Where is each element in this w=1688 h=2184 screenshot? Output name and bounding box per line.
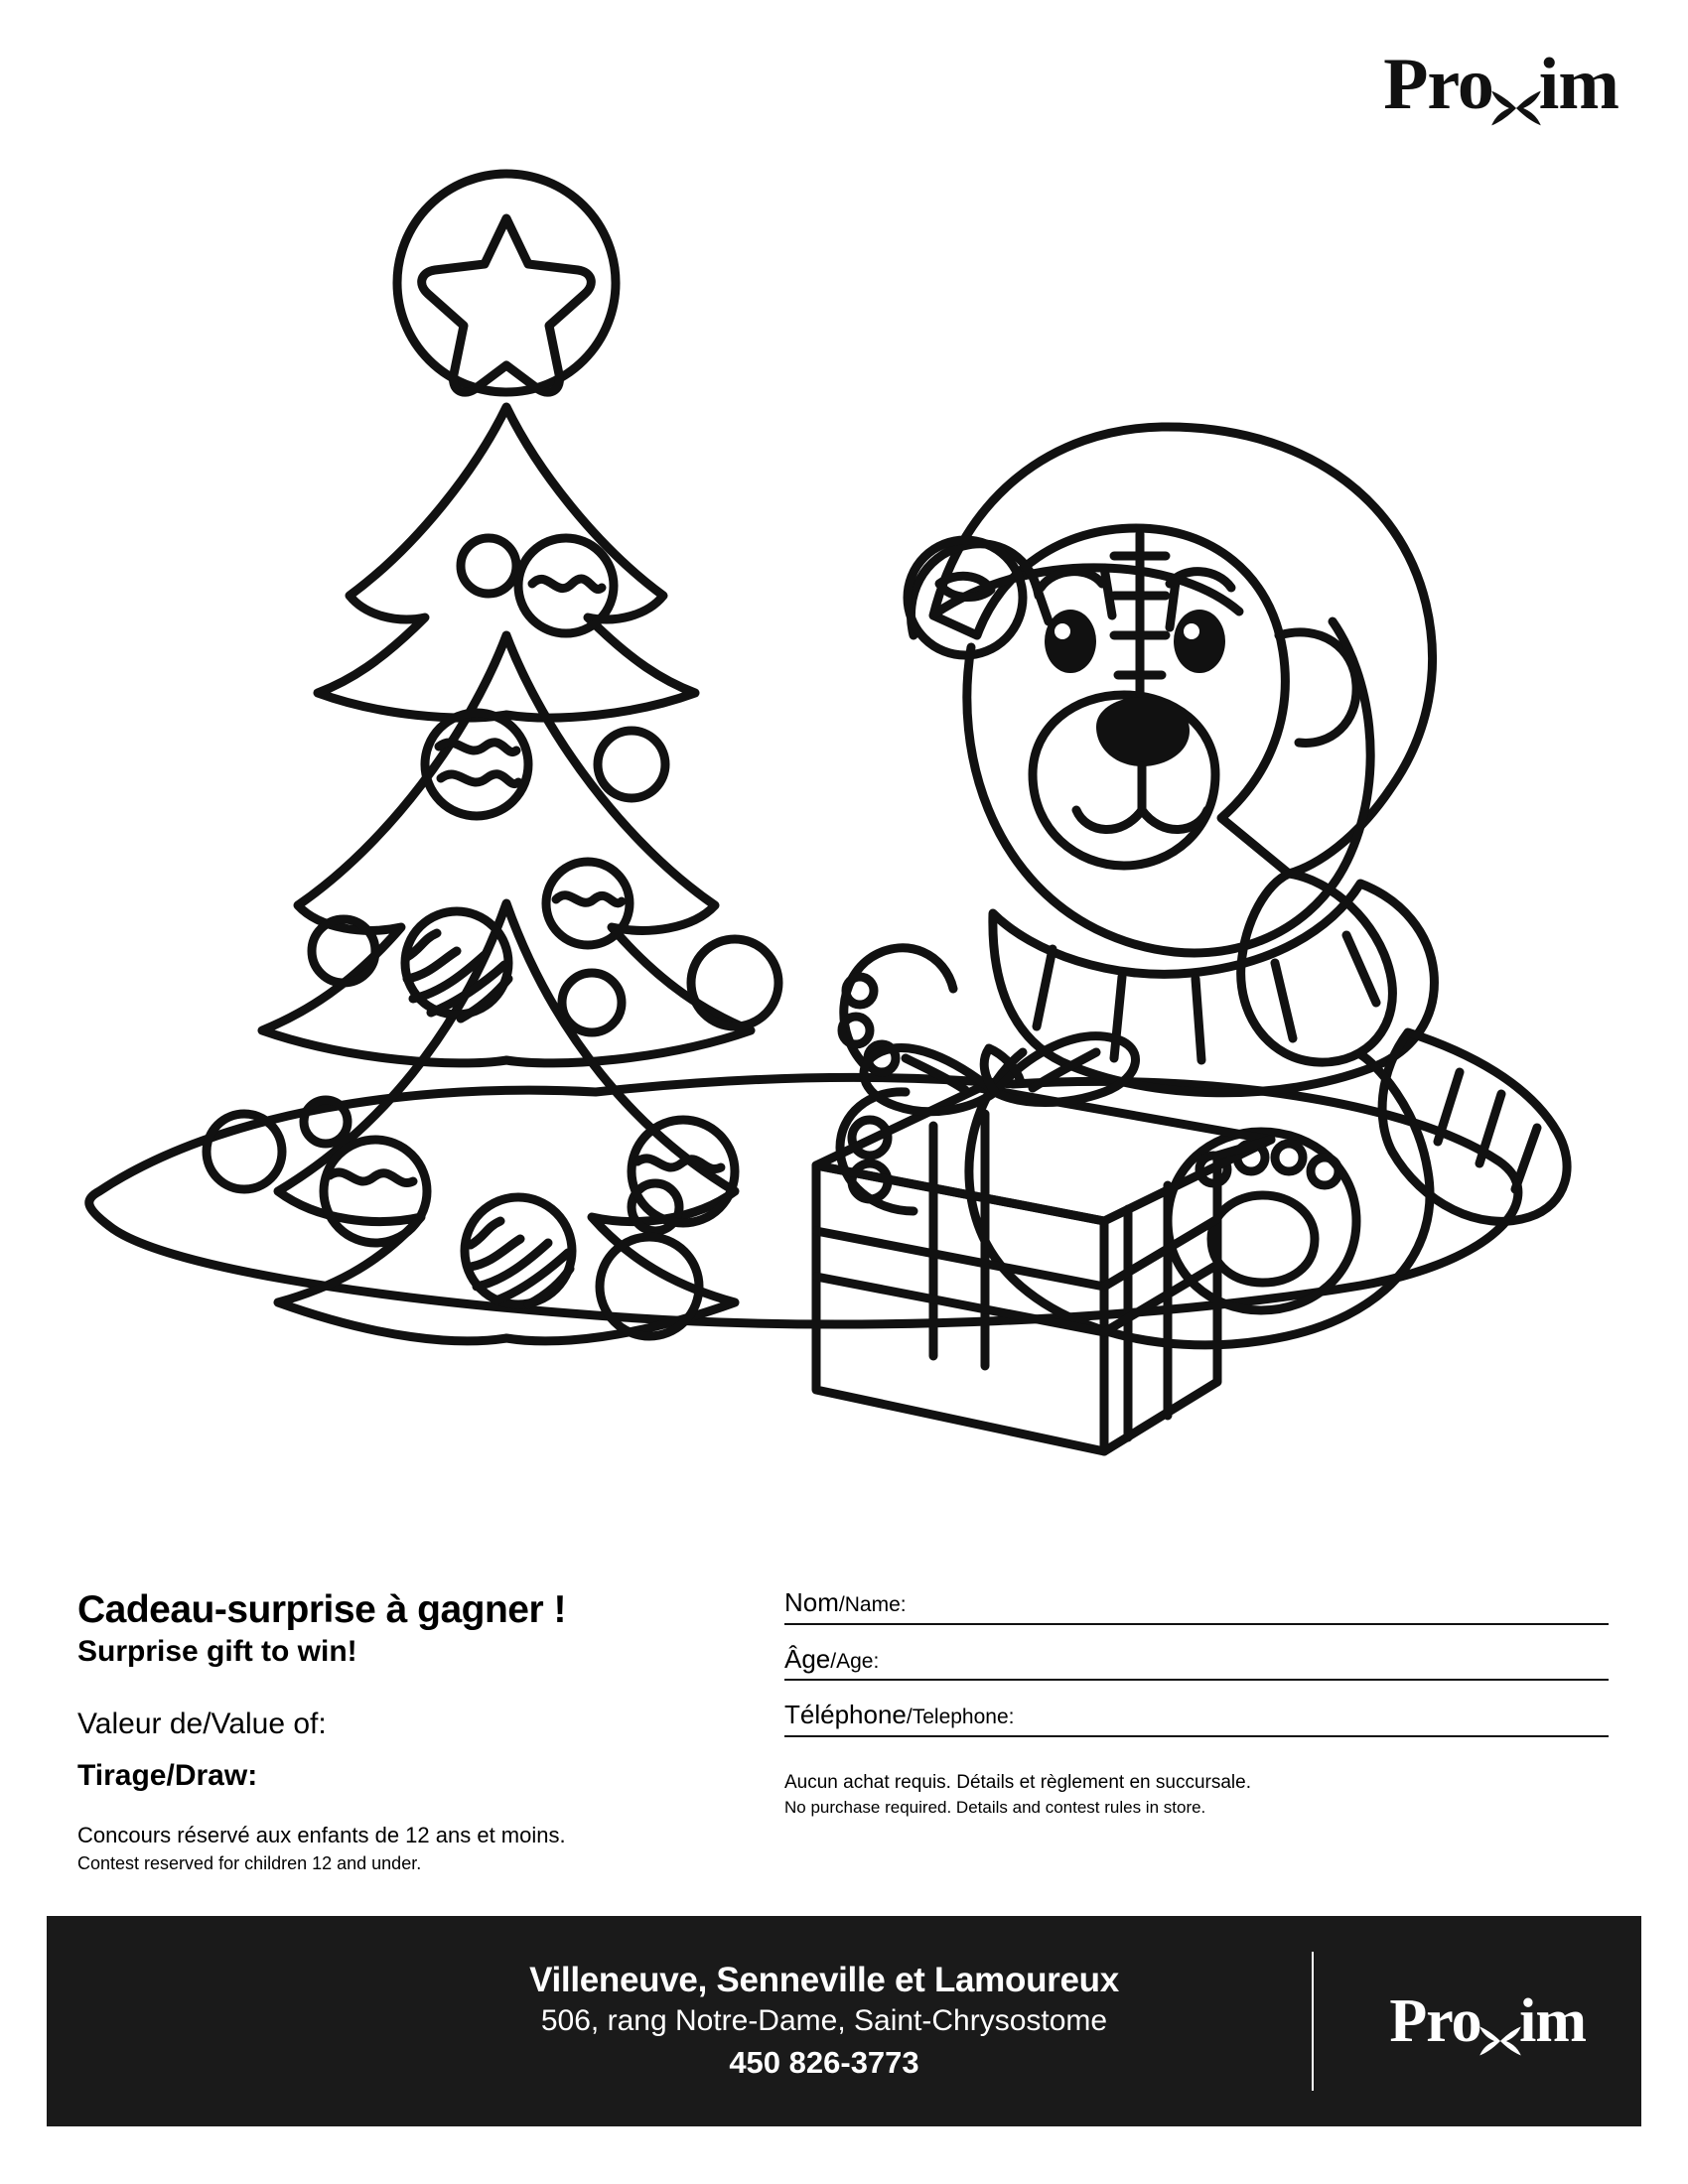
- field-age-label-fr: Âge: [784, 1643, 831, 1674]
- field-phone-label-en: /Telephone:: [906, 1706, 1015, 1729]
- prize-value-label-fr: Valeur de: [77, 1707, 204, 1741]
- draw-label-en: /Draw:: [166, 1759, 258, 1793]
- prize-value-label-en: /Value of:: [203, 1707, 327, 1741]
- draw-label-fr: Tirage: [77, 1759, 167, 1793]
- promo-headline-fr: Cadeau-surprise à gagner !: [77, 1588, 566, 1631]
- field-name[interactable]: [784, 1588, 1609, 1625]
- field-age-label: [784, 1645, 1609, 1674]
- store-address: [529, 2001, 1119, 2040]
- footer-logo-text-part1: Pro: [1389, 1987, 1481, 2055]
- promo-column: [77, 1588, 773, 1874]
- field-age[interactable]: [784, 1645, 1609, 1682]
- store-phone[interactable]: 450 826-3773: [729, 2045, 919, 2081]
- proxim-logo-footer: [1389, 1987, 1586, 2055]
- coloring-artwork: [40, 79, 1648, 1569]
- store-street: 506, rang Notre-Dame,: [540, 2004, 855, 2038]
- legal-disclaimer-en: No purchase required. Details and contest rules in store.: [784, 1798, 1206, 1818]
- field-age-label-en: /Age:: [830, 1649, 880, 1673]
- eligibility-rules-fr: Concours réservé aux enfants de 12 ans et moins.: [77, 1823, 566, 1848]
- field-phone-label-fr: Téléphone: [784, 1700, 907, 1730]
- field-name-label-en: /Name:: [838, 1593, 907, 1616]
- store-footer-bar: [47, 1916, 1641, 2126]
- promo-headline-en: Surprise gift to win!: [77, 1634, 357, 1668]
- eligibility-rules-en: Contest reserved for children 12 and under.: [77, 1852, 422, 1873]
- legal-disclaimer-fr: Aucun achat requis. Détails et règlement en succursale.: [784, 1771, 1251, 1793]
- field-name-label: [784, 1588, 1609, 1617]
- prize-value-line: [77, 1706, 773, 1742]
- footer-divider: [1312, 1952, 1314, 2091]
- phone-input-line[interactable]: [784, 1735, 1609, 1737]
- draw-date-line: [77, 1758, 773, 1794]
- footer-logo-text-part2: im: [1519, 1987, 1586, 2055]
- field-name-label-fr: Nom: [784, 1587, 839, 1617]
- age-input-line[interactable]: [784, 1679, 1609, 1681]
- store-owners: Villeneuve, Senneville et Lamoureux: [529, 1960, 1119, 1999]
- logo-text-part2: im: [1538, 44, 1618, 125]
- store-info: [529, 1959, 1159, 2085]
- name-input-line[interactable]: [784, 1623, 1609, 1625]
- field-phone[interactable]: [784, 1701, 1609, 1737]
- contest-info-section: [0, 1588, 1688, 1916]
- field-phone-label: [784, 1701, 1609, 1729]
- store-city: Saint-Chrysostome: [854, 2004, 1108, 2038]
- logo-text-part1: Pro: [1383, 44, 1493, 125]
- entry-form: [784, 1588, 1609, 1820]
